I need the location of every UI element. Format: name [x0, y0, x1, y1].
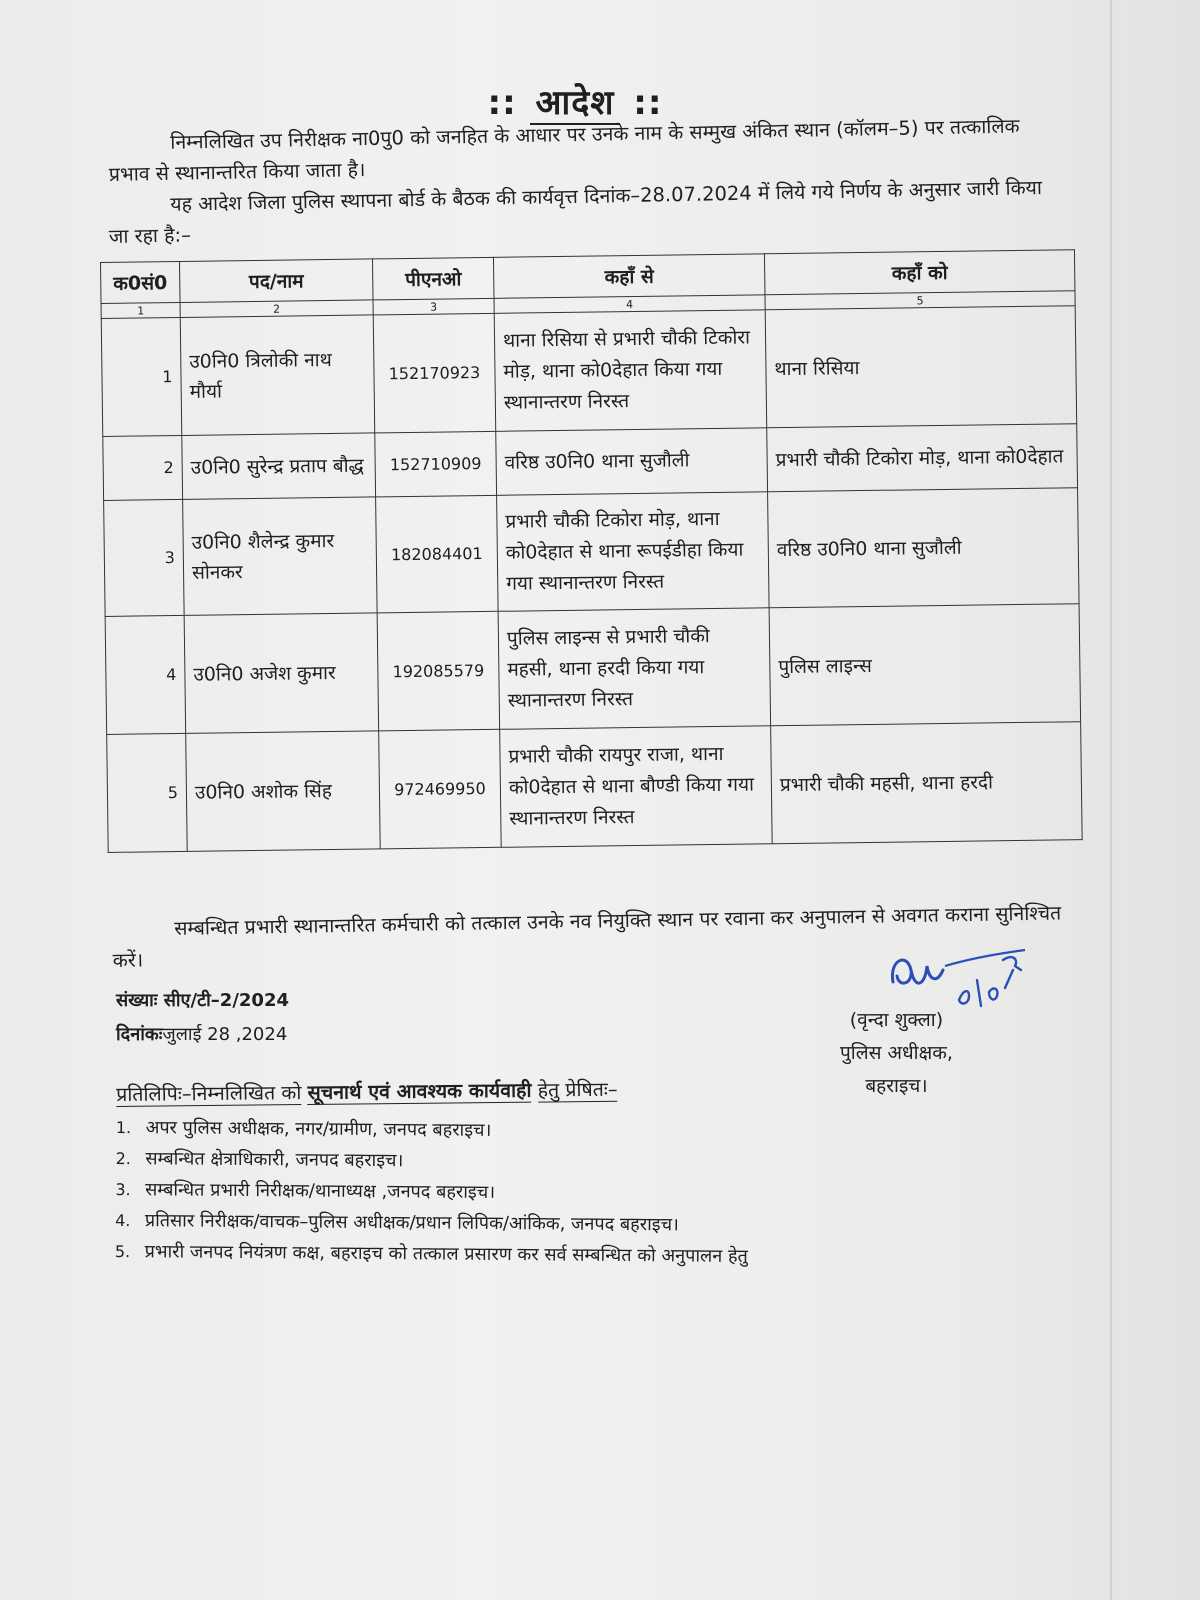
- list-item-number: 2.: [115, 1148, 131, 1169]
- list-item: [115, 1236, 1015, 1274]
- intro-paragraph: निम्नलिखित उप निरीक्षक ना0पु0 को जनहित के आधार पर उनके नाम के सम्मुख अंकित स्थान (कॉलम–5) पर तत्कालिक प्रभाव से स्थानान्तरित किया जाता है।: [108, 114, 1020, 186]
- cell-pno: 152710909: [375, 431, 497, 497]
- cell-pno: 152170923: [373, 313, 496, 433]
- list-item-number: 3.: [115, 1179, 131, 1200]
- header-serial: क0सं0: [101, 261, 181, 303]
- reference-number: [116, 988, 289, 1012]
- cell-serial: 4: [105, 615, 186, 734]
- column-number: 5: [765, 291, 1075, 310]
- title-text: आदेश: [530, 83, 621, 125]
- column-number: 4: [494, 295, 765, 314]
- cell-name: उ0नि0 त्रिलोकी नाथ मौर्या: [180, 315, 375, 436]
- header-pno: पीएनओ: [372, 257, 494, 300]
- column-number: 2: [180, 300, 373, 318]
- table-row: [104, 488, 1079, 617]
- cell-pno: 972469950: [379, 729, 502, 849]
- cell-to: वरिष्ठ उ0नि0 थाना सुजौली: [768, 488, 1079, 608]
- copy-to-text-a: –निम्नलिखित को: [181, 1081, 302, 1106]
- list-item-text: सम्बन्धित प्रभारी निरीक्षक/थानाध्यक्ष ,जनपद बहराइच।: [145, 1179, 496, 1203]
- column-number: 3: [373, 298, 494, 315]
- cell-to: प्रभारी चौकी टिकोरा मोड़, थाना को0देहात: [767, 424, 1078, 492]
- list-item-text: प्रभारी जनपद नियंत्रण कक्ष, बहराइच को तत्काल प्रसारण कर सर्व सम्बन्धित को अनुपालन हेतु: [144, 1241, 748, 1267]
- list-item-text: सम्बन्धित क्षेत्राधिकारी, जनपद बहराइच।: [145, 1148, 404, 1172]
- signatory-block: [840, 1004, 953, 1103]
- cell-to: पुलिस लाइन्स: [769, 604, 1081, 726]
- cell-from: प्रभारी चौकी रायपुर राजा, थाना को0देहात से थाना बौण्डी किया गया स्थानान्तरण निरस्त: [500, 726, 773, 848]
- cell-serial: 2: [103, 435, 183, 500]
- signatory-name: (वृन्दा शुक्ला): [849, 1009, 944, 1031]
- list-item-number: 1.: [115, 1117, 132, 1138]
- table-row: [105, 604, 1080, 735]
- cell-name: उ0नि0 सुरेन्द्र प्रताप बौद्ध: [182, 433, 376, 500]
- cell-to: प्रभारी चौकी महसी, थाना हरदी: [771, 722, 1083, 844]
- header-name: पद/नाम: [179, 259, 373, 303]
- reference-date-label: दिनांकः: [116, 1024, 163, 1045]
- basis-paragraph: यह आदेश जिला पुलिस स्थापना बोर्ड के बैठक की कार्यवृत्त दिनांक–28.07.2024 में लिये गये निर्णय के अनुसार जारी किया जा रहा है:–: [108, 176, 1043, 248]
- reference-date-value: जुलाई 28 ,2024: [162, 1024, 288, 1045]
- title-colons-right: ::: [633, 83, 663, 123]
- cell-serial: 3: [104, 499, 185, 616]
- column-number: 1: [101, 302, 180, 318]
- reference-number-label: संख्याः: [116, 990, 158, 1011]
- reference-number-value: सीए/टी–2/2024: [163, 990, 290, 1011]
- list-item-text: अपर पुलिस अधीक्षक, नगर/ग्रामीण, जनपद बहराइच।: [145, 1117, 492, 1141]
- table-row: [107, 722, 1082, 853]
- signatory-place: बहराइच।: [865, 1075, 928, 1097]
- copy-to-label: प्रतिलिपिः: [116, 1082, 182, 1106]
- copy-to-text-b: सूचनार्थ एवं आवश्यक कार्यवाही: [307, 1078, 532, 1104]
- header-to: कहाँ को: [764, 250, 1075, 295]
- cell-name: उ0नि0 अशोक सिंह: [186, 731, 381, 852]
- list-item-number: 4.: [115, 1210, 131, 1231]
- closing-paragraph: सम्बन्धित प्रभारी स्थानान्तरित कर्मचारी को तत्काल उनके नव नियुक्ति स्थान पर रवाना कर अनुपालन से अवगत कराना सुनिश्चित करें।: [112, 901, 1062, 972]
- header-from: कहाँ से: [493, 254, 765, 299]
- title-colons-left: ::: [487, 83, 517, 123]
- cell-from: थाना रिसिया से प्रभारी चौकी टिकोरा मोड़, थाना को0देहात किया गया स्थानान्तरण निरस्त: [494, 310, 767, 432]
- reference-date: [116, 1022, 287, 1046]
- paper-fold: [1110, 0, 1113, 1600]
- cell-serial: 1: [101, 317, 182, 436]
- table-row: [101, 306, 1076, 437]
- cell-from: वरिष्ठ उ0नि0 थाना सुजौली: [496, 428, 768, 496]
- list-item-text: प्रतिसार निरीक्षक/वाचक–पुलिस अधीक्षक/प्रधान लिपिक/आंकिक, जनपद बहराइच।: [144, 1210, 679, 1236]
- cell-name: उ0नि0 शैलेन्द्र कुमार सोनकर: [183, 497, 378, 616]
- cell-serial: 5: [107, 733, 188, 852]
- signatory-designation: पुलिस अधीक्षक,: [840, 1042, 953, 1064]
- copy-to-heading: [116, 1075, 618, 1107]
- transfer-table: [100, 249, 1083, 853]
- copy-to-list: [115, 1112, 1016, 1274]
- list-item-number: 5.: [114, 1241, 131, 1262]
- copy-to-text-c: हेतु प्रेषितः–: [537, 1077, 618, 1102]
- cell-from: प्रभारी चौकी टिकोरा मोड़, थाना को0देहात से थाना रूपईडीहा किया गया स्थानान्तरण निरस्त: [497, 492, 769, 612]
- cell-to: थाना रिसिया: [765, 306, 1077, 428]
- cell-from: पुलिस लाइन्स से प्रभारी चौकी महसी, थाना हरदी किया गया स्थानान्तरण निरस्त: [498, 608, 771, 730]
- cell-pno: 192085579: [377, 611, 500, 731]
- cell-name: उ0नि0 अजेश कुमार: [184, 613, 379, 734]
- cell-pno: 182084401: [376, 495, 499, 613]
